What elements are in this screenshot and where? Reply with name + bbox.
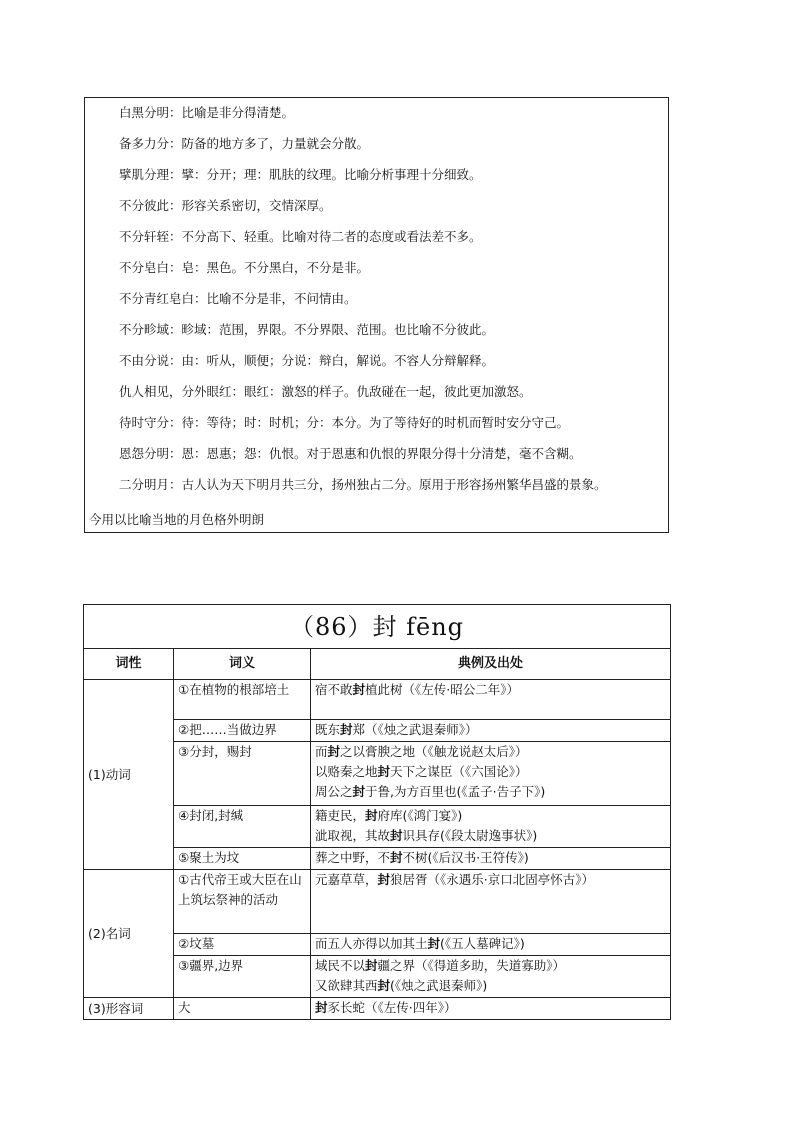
example-line [315,720,666,740]
example-line [315,742,666,762]
example-text: 元嘉草草， [315,872,378,887]
idiom-line: 不分轩轾：不分高下、轻重。比喻对待二者的态度或看法差不多。 [119,229,482,244]
meaning-cell: ③分封，赐封 [174,742,311,806]
examples-cell [311,806,671,848]
keyword-highlight: 封 [390,850,403,865]
idiom-line: 不分皂白：皂：黑色。不分黑白，不分是非。 [119,260,370,275]
keyword-highlight: 封 [352,784,366,799]
idiom-line: 二分明月：古人认为天下明月共三分，扬州独占二分。原用于形容扬州繁华昌盛的景象。 [119,477,607,492]
keyword-highlight: 封 [365,958,378,973]
pos-cell: (2)名词 [84,870,174,998]
meaning-cell: 大 [174,998,311,1020]
keyword-highlight: 封 [365,808,378,823]
table-title: （86）封 fēng [84,605,671,649]
example-line [315,976,666,996]
example-source: 不树(《后汉书·王符传》) [402,850,529,865]
title-row [84,605,671,649]
meaning-cell: ②把……当做边界 [174,720,311,742]
pos-cell: (1)动词 [84,680,174,870]
example-source: 府库(《鸿门宴》) [377,808,463,823]
keyword-highlight: 封 [390,828,403,843]
meaning-cell: ①古代帝王或大臣在山上筑坛祭神的活动 [174,870,311,934]
example-text: 既东 [315,722,341,737]
idiom-line: 备多力分：防备的地方多了，力量就会分散。 [119,136,370,151]
example-line [315,870,666,890]
sense-row [84,680,671,720]
examples-cell [311,720,671,742]
idiom-line: 擘肌分理：擘：分开；理：肌肤的纹理。比喻分析事理十分细致。 [119,167,482,182]
example-source: 识具存(《段太尉逸事状》) [402,828,538,843]
header-row [84,649,671,680]
meaning-cell: ②坟墓 [174,934,311,956]
examples-cell [311,680,671,720]
example-source: (《烛之武退秦师》) [390,978,488,993]
idiom-line: 白黑分明：比喻是非分得清楚。 [119,105,295,120]
example-source: 疆之界（《得道多助，失道寡助》） [377,958,566,973]
examples-cell [311,934,671,956]
example-line [315,806,666,826]
meaning-cell: ①在植物的根部培土 [174,680,311,720]
example-text: 籍吏民， [315,808,366,823]
example-line [315,848,666,868]
meaning-cell: ⑤聚土为坟 [174,848,311,870]
example-text: 以赂秦之地 [315,764,378,779]
examples-cell [311,848,671,870]
header-examples: 典例及出处 [311,649,671,680]
example-line [315,998,666,1018]
example-line [315,826,666,846]
keyword-highlight: 封 [377,978,391,993]
header-meaning: 词义 [174,649,311,680]
keyword-highlight: 封 [427,936,441,951]
keyword-highlight: 封 [377,872,391,887]
header-pos: 词性 [84,649,174,680]
examples-cell [311,998,671,1020]
idiom-line: 恩怨分明：恩：恩惠；怨：仇恨。对于恩惠和仇恨的界限分得十分清楚，毫不含糊。 [119,446,582,461]
example-line [315,782,666,802]
meaning-cell: ④封闭,封缄 [174,806,311,848]
keyword-highlight: 封 [377,764,391,779]
example-source: 豕长蛇（《左传·四年》） [327,1000,457,1015]
keyword-highlight: 封 [352,682,366,697]
example-text: 域民不以 [315,958,366,973]
example-text: 宿不敢 [315,682,353,697]
idiom-line: 不分青红皂白：比喻不分是非，不问情由。 [119,291,357,306]
example-line [315,762,666,782]
example-text: 而 [315,744,328,759]
sense-row [84,998,671,1020]
example-source: 于鲁,为方百里也(《孟子·告子下》) [365,784,546,799]
example-source: 植此树（《左传·昭公二年》） [365,682,520,697]
example-line [315,956,666,976]
sense-row [84,870,671,934]
meaning-cell: ③疆界,边界 [174,956,311,998]
idiom-explanation-box [84,97,669,533]
example-source: 狼居胥（《永遇乐·京口北固亭怀古》） [390,872,595,887]
idiom-line: 不由分说：由：听从，顺便；分说：辩白，解说。不容人分辩解释。 [119,353,495,368]
word-table [83,604,671,1020]
idiom-line: 待时守分：待：等待；时：时机；分：本分。为了等待好的时机而暂时安分守己。 [119,415,570,430]
keyword-highlight: 封 [340,722,353,737]
example-line [315,934,666,954]
idiom-line: 不分畛域：畛域：范围，界限。不分界限、范围。也比喻不分彼此。 [119,322,495,337]
word-table-body [84,605,671,1020]
idiom-line: 仇人相见，分外眼红：眼红：激怒的样子。仇敌碰在一起，彼此更加激怒。 [119,384,532,399]
example-source: 郑（《烛之武退秦师》） [352,722,478,737]
example-text: 泚取视，其故 [315,828,391,843]
example-text: 周公之 [315,784,353,799]
idiom-line: 不分彼此：形容关系密切，交情深厚。 [119,198,332,213]
examples-cell [311,956,671,998]
example-source: (《五人墓碑记》) [440,936,525,951]
example-source: 天下之谋臣（《六国论》） [390,764,528,779]
example-text: 葬之中野，不 [315,850,391,865]
keyword-highlight: 封 [315,1000,328,1015]
example-text: 而五人亦得以加其土 [315,936,428,951]
example-source: 之以膏腴之地（《触龙说赵太后》） [340,744,528,759]
example-text: 又欲肆其西 [315,978,378,993]
examples-cell [311,870,671,934]
keyword-highlight: 封 [327,744,341,759]
idiom-tail-line: 今用以比喻当地的月色格外明朗 [89,512,265,527]
example-line [315,680,666,700]
examples-cell [311,742,671,806]
pos-cell: (3)形容词 [84,998,174,1020]
